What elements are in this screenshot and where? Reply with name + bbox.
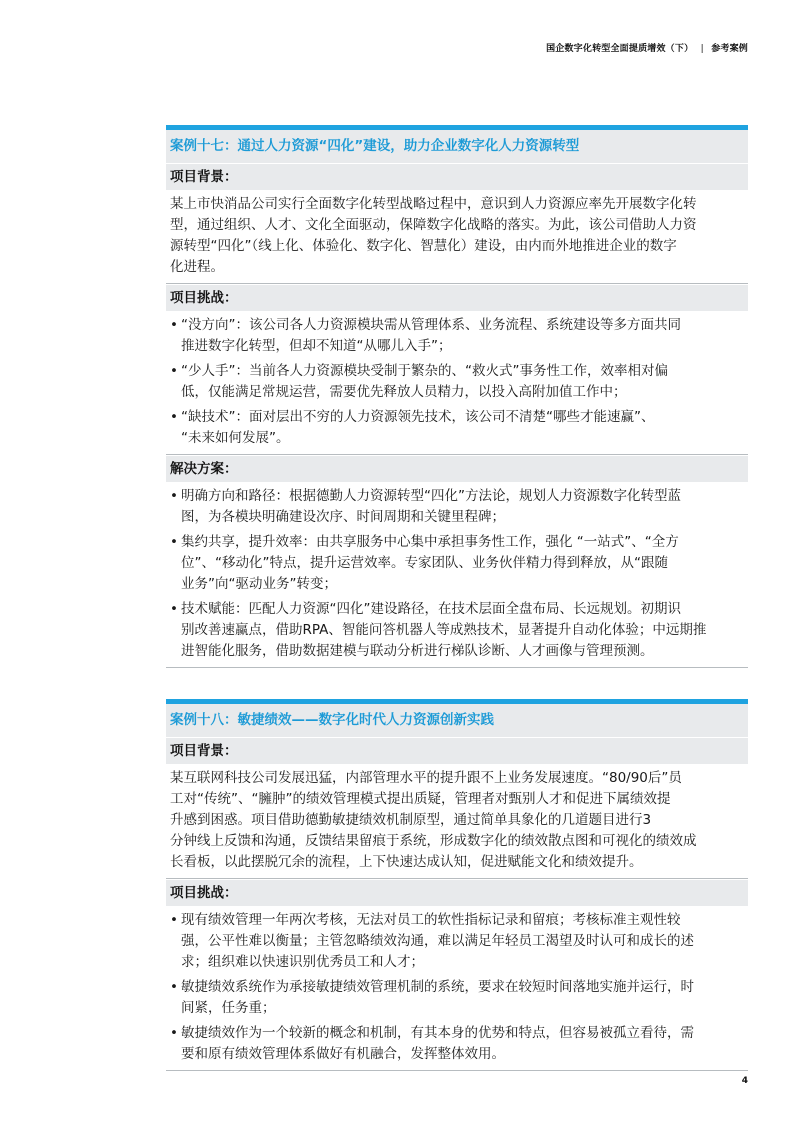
list-item	[170, 532, 744, 595]
case-18-title: 案例十八：敏捷绩效——数字化时代人力资源创新实践	[166, 704, 748, 737]
text-line: 别改善速赢点，借助RPA、智能问答机器人等成熟技术，显著提升自动化体验；中远期推	[181, 622, 707, 638]
case-17-solutions-list	[170, 486, 744, 662]
text-line: 型，通过组织、人才、文化全面驱动，保障数字化战略的落实。为此，该公司借助人力资	[170, 217, 697, 233]
bullet-icon: •	[170, 1025, 178, 1041]
text-line: 集约共享，提升效率：由共享服务中心集中承担事务性工作，强化 “一站式”、“全方	[181, 534, 679, 550]
list-item	[170, 910, 744, 973]
case-18-challenges	[166, 906, 748, 1071]
text-line: 技术赋能：匹配人力资源“四化”建设路径，在技术层面全盘布局、长远规划。初期识	[181, 601, 681, 617]
text-line: 进智能化服务，借助数据建模与联动分析进行梯队诊断、人才画像与管理预测。	[181, 643, 654, 659]
case-18-challenges-list	[170, 910, 744, 1065]
case-18	[166, 699, 748, 1071]
case-18-background-heading: 项目背景：	[166, 737, 748, 764]
case-17-challenges-list	[170, 315, 744, 449]
bullet-icon: •	[170, 979, 178, 995]
list-item	[170, 599, 744, 662]
header-section: 参考案例	[711, 44, 748, 54]
text-line: 低，仅能满足常规运营，需要优先释放人员精力，以投入高附加值工作中；	[181, 384, 627, 400]
case-17-title: 案例十七：通过人力资源“四化”建设，助力企业数字化人力资源转型	[166, 130, 748, 163]
bullet-icon: •	[170, 488, 178, 504]
text-line: “缺技术”：面对层出不穷的人力资源领先技术，该公司不清楚“哪些才能速赢”、	[181, 409, 655, 425]
page-number: 4	[741, 1076, 748, 1086]
text-line: 求；组织难以快速识别优秀员工和人才；	[181, 954, 424, 970]
text-line: 间紧，任务重；	[181, 1000, 276, 1016]
case-17-solutions-heading: 解决方案：	[166, 455, 748, 482]
list-item	[170, 315, 744, 357]
text-line: 推进数字化转型，但却不知道“从哪儿入手”；	[181, 338, 452, 354]
running-header	[546, 41, 748, 54]
header-separator: |	[700, 44, 704, 54]
text-line: 敏捷绩效系统作为承接敏捷绩效管理机制的系统，要求在较短时间落地实施并运行，时	[181, 979, 694, 995]
text-line: 业务”向“驱动业务”转变；	[181, 576, 337, 592]
bullet-icon: •	[170, 534, 178, 550]
bullet-icon: •	[170, 363, 178, 379]
text-line: 明确方向和路径：根据德勤人力资源转型“四化”方法论，规划人力资源数字化转型蓝	[181, 488, 681, 504]
text-line: 位”、“移动化”特点，提升运营效率。专家团队、业务伙伴精力得到释放，从“跟随	[181, 555, 668, 571]
case-17-background-heading: 项目背景：	[166, 163, 748, 190]
case-17-background-text	[170, 194, 744, 278]
list-item	[170, 361, 744, 403]
case-17-solutions	[166, 482, 748, 668]
text-line: 长看板，以此摆脱冗余的流程，上下快速达成认知，促进赋能文化和绩效提升。	[170, 854, 643, 870]
case-17-challenges-heading: 项目挑战：	[166, 284, 748, 311]
text-line: 要和原有绩效管理体系做好有机融合，发挥整体效用。	[181, 1046, 505, 1062]
text-line: 现有绩效管理一年两次考核，无法对员工的软性指标记录和留痕；考核标准主观性较	[181, 912, 681, 928]
case-18-challenges-heading: 项目挑战：	[166, 879, 748, 906]
list-item	[170, 1023, 744, 1065]
text-line: 敏捷绩效作为一个较新的概念和机制，有其本身的优势和特点，但容易被孤立看待，需	[181, 1025, 694, 1041]
list-item	[170, 407, 744, 449]
text-line: “未来如何发展”。	[181, 430, 290, 446]
case-17-challenges	[166, 311, 748, 455]
case-17	[166, 125, 748, 668]
text-line: 工对“传统”、“臃肿”的绩效管理模式提出质疑，管理者对甄别人才和促进下属绩效提	[170, 791, 671, 807]
text-line: 升感到困惑。项目借助德勤敏捷绩效机制原型，通过简单具象化的几道题目进行3	[170, 812, 652, 828]
text-line: “少人手”：当前各人力资源模块受制于繁杂的、“救火式”事务性工作，效率相对偏	[181, 363, 668, 379]
text-line: 化进程。	[170, 259, 224, 275]
bullet-icon: •	[170, 601, 178, 617]
text-line: 强，公平性难以衡量；主管忽略绩效沟通，难以满足年轻员工渴望及时认可和成长的述	[181, 933, 694, 949]
text-line: 分钟线上反馈和沟通，反馈结果留痕于系统，形成数字化的绩效散点图和可视化的绩效成	[170, 833, 697, 849]
case-18-background	[166, 764, 748, 879]
header-doc-title: 国企数字化转型全面提质增效（下）	[546, 44, 694, 54]
case-17-background	[166, 190, 748, 284]
bullet-icon: •	[170, 317, 178, 333]
text-line: “没方向”：该公司各人力资源模块需从管理体系、业务流程、系统建设等多方面共同	[181, 317, 681, 333]
text-line: 某上市快消品公司实行全面数字化转型战略过程中，意识到人力资源应率先开展数字化转	[170, 196, 697, 212]
text-line: 源转型“四化”（线上化、体验化、数字化、智慧化）建设，由内而外地推进企业的数字	[170, 238, 677, 254]
list-item	[170, 486, 744, 528]
text-line: 某互联网科技公司发展迅猛，内部管理水平的提升跟不上业务发展速度。“80/90后”员	[170, 770, 682, 786]
case-18-background-text	[170, 768, 744, 873]
list-item	[170, 977, 744, 1019]
bullet-icon: •	[170, 409, 178, 425]
text-line: 图，为各模块明确建设次序、时间周期和关键里程碑；	[181, 509, 505, 525]
bullet-icon: •	[170, 912, 178, 928]
